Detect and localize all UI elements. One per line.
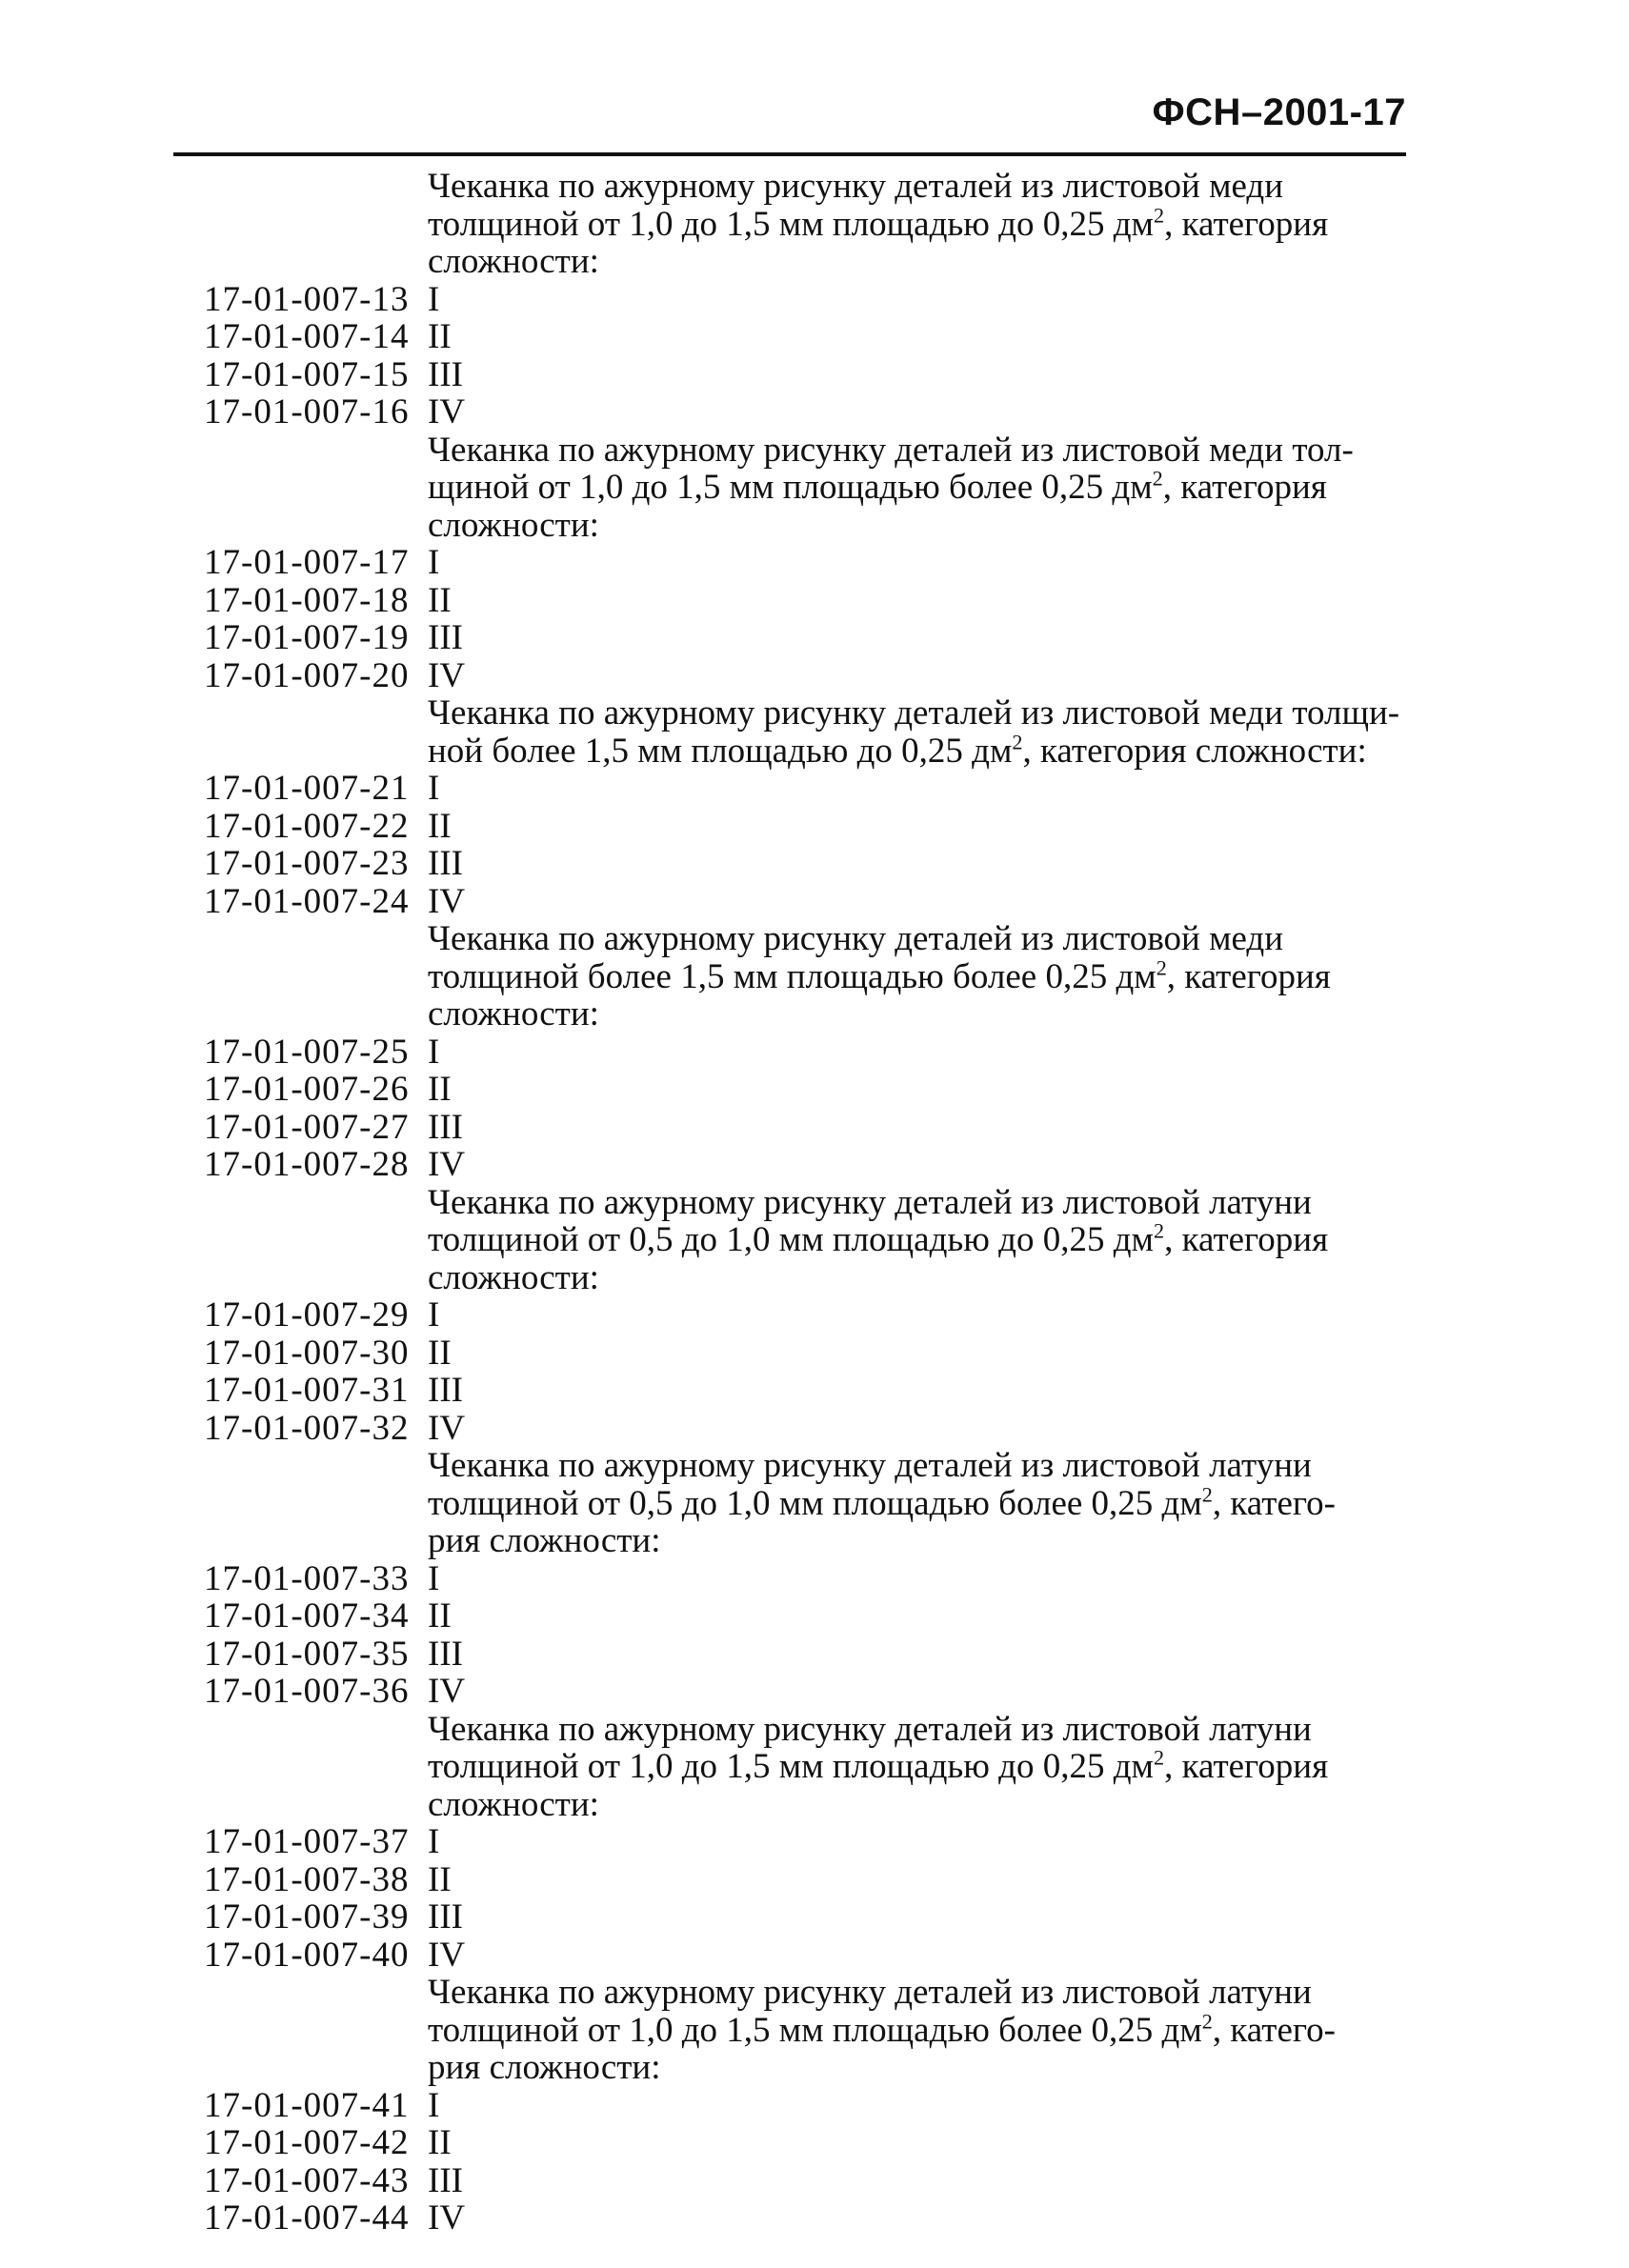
norm-row	[0, 1560, 1629, 1598]
norm-row	[0, 1823, 1629, 1861]
norm-code: 17-01-007-21	[204, 769, 410, 808]
norm-row	[0, 318, 1629, 356]
norm-row	[0, 1861, 1629, 1899]
complexity-category: I	[428, 279, 440, 319]
norm-row	[0, 883, 1629, 921]
norm-row	[0, 619, 1629, 657]
norm-code: 17-01-007-29	[204, 1295, 410, 1335]
norm-row	[0, 281, 1629, 319]
norm-code: 17-01-007-40	[204, 1935, 410, 1975]
norm-row	[0, 582, 1629, 620]
complexity-category: IV	[428, 881, 466, 921]
norm-code: 17-01-007-26	[204, 1070, 410, 1109]
group-description	[428, 432, 1406, 545]
complexity-category: II	[428, 317, 452, 356]
complexity-category: I	[428, 1558, 440, 1598]
norm-row	[0, 808, 1629, 846]
description-line: Чеканка по ажурному рисунку деталей из листовой меди толщи-	[428, 693, 1400, 733]
description-line: Чеканка по ажурному рисунку деталей из листовой меди тол-	[428, 430, 1354, 470]
norm-row	[0, 1071, 1629, 1109]
norm-code: 17-01-007-38	[204, 1859, 410, 1899]
norm-code: 17-01-007-22	[204, 806, 410, 846]
norm-row	[0, 1034, 1629, 1072]
norm-row	[0, 1937, 1629, 1975]
complexity-category: IV	[428, 1145, 466, 1184]
complexity-category: IV	[428, 655, 466, 695]
norm-row	[0, 845, 1629, 883]
complexity-category: I	[428, 1822, 440, 1861]
norm-code: 17-01-007-34	[204, 1596, 410, 1636]
group-description	[428, 1974, 1406, 2087]
complexity-category: IV	[428, 2198, 466, 2238]
group-description	[428, 1447, 1406, 1560]
norm-row	[0, 2124, 1629, 2162]
norm-row	[0, 2199, 1629, 2238]
complexity-category: III	[428, 2160, 463, 2200]
norm-code: 17-01-007-30	[204, 1333, 410, 1373]
norm-code: 17-01-007-43	[204, 2160, 410, 2200]
group-description	[428, 920, 1406, 1034]
norm-row	[0, 1335, 1629, 1373]
complexity-category: IV	[428, 1408, 466, 1448]
header-rule	[173, 152, 1406, 156]
norm-row	[0, 1296, 1629, 1335]
norm-code: 17-01-007-14	[204, 317, 410, 356]
norm-row	[0, 1410, 1629, 1448]
norm-row	[0, 356, 1629, 394]
complexity-category: I	[428, 1295, 440, 1335]
complexity-category: IV	[428, 392, 466, 432]
description-line: ной более 1,5 мм площадью до 0,25 $дм^2$, категория сложности:	[428, 730, 1367, 771]
description-line: толщиной от 1,0 до 1,5 мм площадью более 0,25 $дм^2$, катего-	[428, 2009, 1336, 2050]
norm-row	[0, 657, 1629, 695]
norm-row	[0, 544, 1629, 582]
complexity-category: III	[428, 1371, 463, 1410]
description-line: Чеканка по ажурному рисунку деталей из листовой латуни	[428, 1182, 1312, 1222]
norm-code: 17-01-007-41	[204, 2085, 410, 2125]
complexity-category: III	[428, 618, 463, 657]
complexity-category: II	[428, 806, 452, 846]
complexity-category: I	[428, 769, 440, 808]
description-line: Чеканка по ажурному рисунку деталей из листовой меди	[428, 919, 1284, 958]
complexity-category: II	[428, 1070, 452, 1109]
description-line: сложности:	[428, 242, 599, 281]
norm-code: 17-01-007-35	[204, 1634, 410, 1674]
group-description	[428, 1184, 1406, 1297]
complexity-category: III	[428, 1634, 463, 1674]
description-line: Чеканка по ажурному рисунку деталей из листовой латуни	[428, 1973, 1312, 2012]
norm-code: 17-01-007-31	[204, 1371, 410, 1410]
norms-list	[0, 168, 1629, 2238]
description-line: толщиной от 0,5 до 1,0 мм площадью более 0,25 $дм^2$, катего-	[428, 1482, 1336, 1523]
description-line: Чеканка по ажурному рисунку деталей из листовой латуни	[428, 1709, 1312, 1749]
norm-row	[0, 1146, 1629, 1184]
description-line: Чеканка по ажурному рисунку деталей из листовой меди	[428, 167, 1284, 206]
complexity-category: III	[428, 844, 463, 883]
complexity-category: I	[428, 543, 440, 582]
norm-code: 17-01-007-19	[204, 618, 410, 657]
norm-row	[0, 1636, 1629, 1674]
description-line: рия сложности:	[428, 2048, 661, 2087]
norm-code: 17-01-007-15	[204, 354, 410, 394]
group-description	[428, 1711, 1406, 1824]
norm-code: 17-01-007-36	[204, 1672, 410, 1711]
norm-code: 17-01-007-44	[204, 2198, 410, 2238]
description-line: сложности:	[428, 505, 599, 545]
norm-row	[0, 1372, 1629, 1410]
norm-code: 17-01-007-39	[204, 1897, 410, 1937]
complexity-category: I	[428, 2085, 440, 2125]
description-line: щиной от 1,0 до 1,5 мм площадью более 0,25 $дм^2$, категория	[428, 466, 1327, 507]
description-line: толщиной более 1,5 мм площадью более 0,25 $дм^2$, категория	[428, 955, 1331, 996]
description-line: сложности:	[428, 1257, 599, 1297]
norm-row	[0, 1109, 1629, 1147]
norm-code: 17-01-007-18	[204, 580, 410, 620]
complexity-category: II	[428, 1596, 452, 1636]
complexity-category: II	[428, 2123, 452, 2162]
norm-code: 17-01-007-28	[204, 1145, 410, 1184]
description-line: толщиной от 0,5 до 1,0 мм площадью до 0,25 $дм^2$, категория	[428, 1218, 1329, 1259]
complexity-category: III	[428, 1107, 463, 1147]
complexity-category: III	[428, 1897, 463, 1937]
norm-code: 17-01-007-16	[204, 392, 410, 432]
norm-row	[0, 1673, 1629, 1711]
complexity-category: III	[428, 354, 463, 394]
document-code-header: ФСН–2001-17	[1152, 91, 1406, 133]
norm-row	[0, 1597, 1629, 1636]
norm-row	[0, 770, 1629, 808]
norm-code: 17-01-007-17	[204, 543, 410, 582]
norm-code: 17-01-007-13	[204, 279, 410, 319]
description-line: толщиной от 1,0 до 1,5 мм площадью до 0,25 $дм^2$, категория	[428, 1745, 1329, 1786]
description-line: рия сложности:	[428, 1521, 661, 1560]
norm-row	[0, 2087, 1629, 2125]
norm-code: 17-01-007-20	[204, 655, 410, 695]
complexity-category: II	[428, 1859, 452, 1899]
description-line: сложности:	[428, 1784, 599, 1824]
complexity-category: IV	[428, 1672, 466, 1711]
norm-code: 17-01-007-25	[204, 1032, 410, 1072]
norm-row	[0, 2162, 1629, 2200]
norm-code: 17-01-007-37	[204, 1822, 410, 1861]
complexity-category: IV	[428, 1935, 466, 1975]
norm-row	[0, 393, 1629, 432]
norm-code: 17-01-007-23	[204, 844, 410, 883]
norm-code: 17-01-007-42	[204, 2123, 410, 2162]
complexity-category: II	[428, 1333, 452, 1373]
group-description	[428, 168, 1406, 281]
group-description	[428, 694, 1406, 770]
description-line: сложности:	[428, 994, 599, 1034]
norm-row	[0, 1898, 1629, 1937]
complexity-category: II	[428, 580, 452, 620]
norm-code: 17-01-007-32	[204, 1408, 410, 1448]
norm-code: 17-01-007-33	[204, 1558, 410, 1598]
norm-code: 17-01-007-24	[204, 881, 410, 921]
complexity-category: I	[428, 1032, 440, 1072]
norm-code: 17-01-007-27	[204, 1107, 410, 1147]
description-line: Чеканка по ажурному рисунку деталей из листовой латуни	[428, 1446, 1312, 1485]
description-line: толщиной от 1,0 до 1,5 мм площадью до 0,25 $дм^2$, категория	[428, 203, 1329, 244]
